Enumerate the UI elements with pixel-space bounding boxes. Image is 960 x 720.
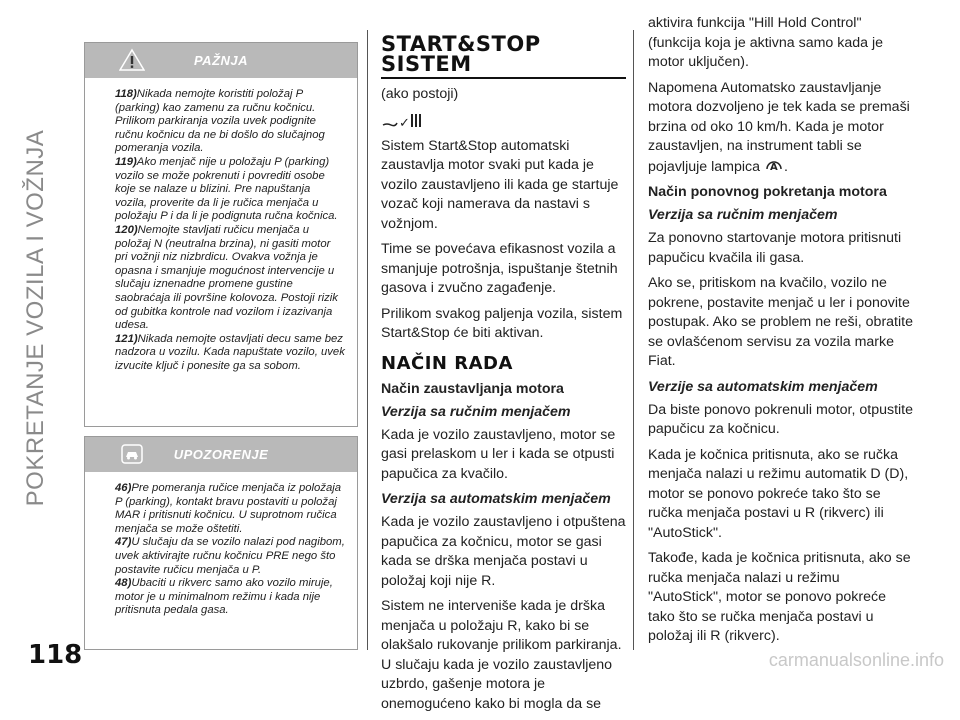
section-heading-line1: START&STOP: [381, 32, 541, 56]
note-text: U slučaju da se vozilo nalazi pod nagibom, uvek aktivirajte ručnu kočnicu PRE nego što postavite ručicu menjača u P.: [115, 536, 345, 576]
note-text: Pre pomeranja ručice menjača iz položaja P (parking), kontakt bravu postaviti u položaj MAR i pritisnuti kočnicu. U suprotnom ručica menjača se može oštetiti.: [115, 482, 342, 535]
note-item: [115, 88, 345, 156]
paragraph: Sistem ne interveniše kada je drška menjača u položaju R, kako bi se olakšalo rukovanje prilikom parkiranja. U slučaju kada je vozilo zaustavljeno uzbrdo, gašenje motora je onemogućeno kako bi mogla da se: [381, 598, 622, 712]
footer-watermark: carmanualsonline.info: [768, 650, 944, 670]
subheading: Način zaustavljanja motora: [381, 380, 564, 397]
note-number: 46): [115, 482, 132, 494]
note-number: 47): [115, 536, 132, 549]
paragraph: aktivira funkcija "Hill Hold Control" (funkcija koja je aktivna samo kada je motor uključen).: [648, 15, 884, 70]
note-item: [115, 224, 345, 333]
note-number: 120): [115, 223, 138, 236]
subheading-italic: Verzije sa automatskim menjačem: [648, 378, 878, 395]
paragraph: Kada je kočnica pritisnuta, ako se ručka menjača nalazi u režimu automatik D (D), motor se ponovo pokreće tako što se ručka menjača postavi u R (rikverc) ili "AutoStick".: [648, 446, 909, 541]
note-text: Nikada nemojte ostavljati decu same bez nadzora u vozilu. Kada napuštate vozilo, uvek izvucite ključ i ponesite ga sa sobom.: [115, 332, 345, 372]
svg-text:✓: ✓: [399, 115, 410, 131]
paragraph: Time se povećava efikasnost vozila a smanjuje potrošnja, ispuštanje štetnih gasova i zvučno zagađenje.: [381, 241, 618, 296]
column-divider: [633, 30, 634, 650]
paragraph: Takođe, kada je kočnica pritisnuta, ako se ručka menjača nalazi u režimu "AutoStick", motor se ponovo pokreće tako što se ručka menjača postavi u položaj ili R (rikverc).: [648, 550, 911, 644]
paragraph: Kada je vozilo zaustavljeno, motor se gasi prelaskom u ler i kada se otpusti papučica za kvačilo.: [381, 426, 616, 482]
column-divider: [367, 30, 368, 650]
paragraph: Kada je vozilo zaustavljeno i otpuštena papučica za kočnicu, motor se gasi kada se drška menjača postavi u položaj koji nije R.: [381, 514, 626, 589]
note-text: Nemojte stavljati ručicu menjača u položaj N (neutralna brzina), ni gasiti motor pri vožnji niz nizbrdicu. Ovakva vožnja je opasna i smanjuje mogućnost intervencije u slučaju iznenadne promene gustine saobraćaja ili površine kolovoza. Postoji rizik od gubitka kontrole nad vozilom i izazivanja udesa.: [115, 223, 338, 332]
subheading-italic: Verzija sa ručnim menjačem: [648, 207, 838, 223]
svg-text:A: A: [769, 161, 778, 173]
warning-box-header: [85, 43, 357, 78]
page-number: 118: [28, 640, 83, 670]
paragraph: Napomena Automatsko zaustavljanje motora dozvoljeno je tek kada se premaši brzina od oko 10 km/h. Kada je motor zaustavljen, na instrument tabli se pojavljuje lampica A .: [648, 79, 910, 175]
paragraph: Prilikom svakog paljenja vozila, sistem Start&Stop će biti aktivan.: [381, 305, 623, 341]
side-section-title: POKRETANJE VOZILA I VOŽNJA: [22, 129, 49, 507]
section-heading-line2: SISTEM: [381, 52, 472, 76]
caution-box-title: UPOZORENJE: [173, 447, 269, 462]
start-stop-icon: [381, 111, 425, 131]
middle-column: [381, 34, 626, 720]
auto-stop-lamp-icon: [764, 157, 784, 173]
note-item: [115, 482, 345, 536]
note-item: [115, 577, 345, 618]
note-item: [115, 536, 345, 577]
note-text: Nikada nemojte koristiti položaj P (parking) kao zamenu za ručnu kočnicu. Prilikom parkiranja vozila uvek podignite ručnu kočnicu da ne bi došlo do slučajnog pomeranja vozila.: [115, 88, 325, 155]
caution-box-body: [85, 472, 357, 626]
note-item: [115, 333, 345, 374]
paragraph: Ako se, pritiskom na kvačilo, vozilo ne pokrene, postavite menjač u ler i ponovite postupak. Ako se problem ne reši, obratite se ovlašćenom servisu za vozila marke Fiat.: [648, 275, 913, 369]
note-item: [115, 156, 345, 224]
note-text: Ako menjač nije u položaju P (parking) vozilo se može pokrenuti i povrediti osobe koje se nalaze u blizini. Pre napuštanja vozila, proverite da li je ručica menjača u položaju P i da li je podignuta ručna kočnica.: [115, 155, 338, 223]
right-column: [648, 14, 916, 653]
paragraph: Sistem Start&Stop automatski zaustavlja motor svaki put kada je vozilo zaustavljeno ili kada ge startuje vozač koji namerava da nastavi s vožnjom.: [381, 137, 619, 232]
paragraph: Za ponovno startovanje motora pritisnuti papučicu kvačila ili gasa.: [648, 230, 902, 266]
note-number: 119): [115, 155, 137, 168]
warning-box: [84, 42, 358, 427]
note-number: 48): [115, 577, 132, 590]
caution-box: [84, 436, 358, 650]
heading-rule: [381, 77, 626, 79]
optional-note: (ako postoji): [381, 86, 459, 102]
subheading-italic: Verzija sa automatskim menjačem: [381, 491, 611, 507]
subheading-italic: Verzija sa ručnim menjačem: [381, 403, 571, 420]
subheading: Način ponovnog pokretanja motora: [648, 184, 887, 200]
paragraph: Da biste ponovo pokrenuli motor, otpustite papučicu za kočnicu.: [648, 401, 913, 437]
note-number: 121): [115, 332, 138, 345]
note-text: Ubaciti u rikverc samo ako vozilo miruje, motor je u minimalnom režimu i kada nije pritisnuta pedala gasa.: [115, 577, 333, 617]
note-number: 118): [115, 88, 137, 100]
caution-box-header: [85, 437, 357, 472]
warning-box-body: [85, 78, 357, 381]
warning-box-title: PAŽNJA: [193, 53, 249, 68]
mode-heading: NAČIN RADA: [381, 352, 513, 374]
